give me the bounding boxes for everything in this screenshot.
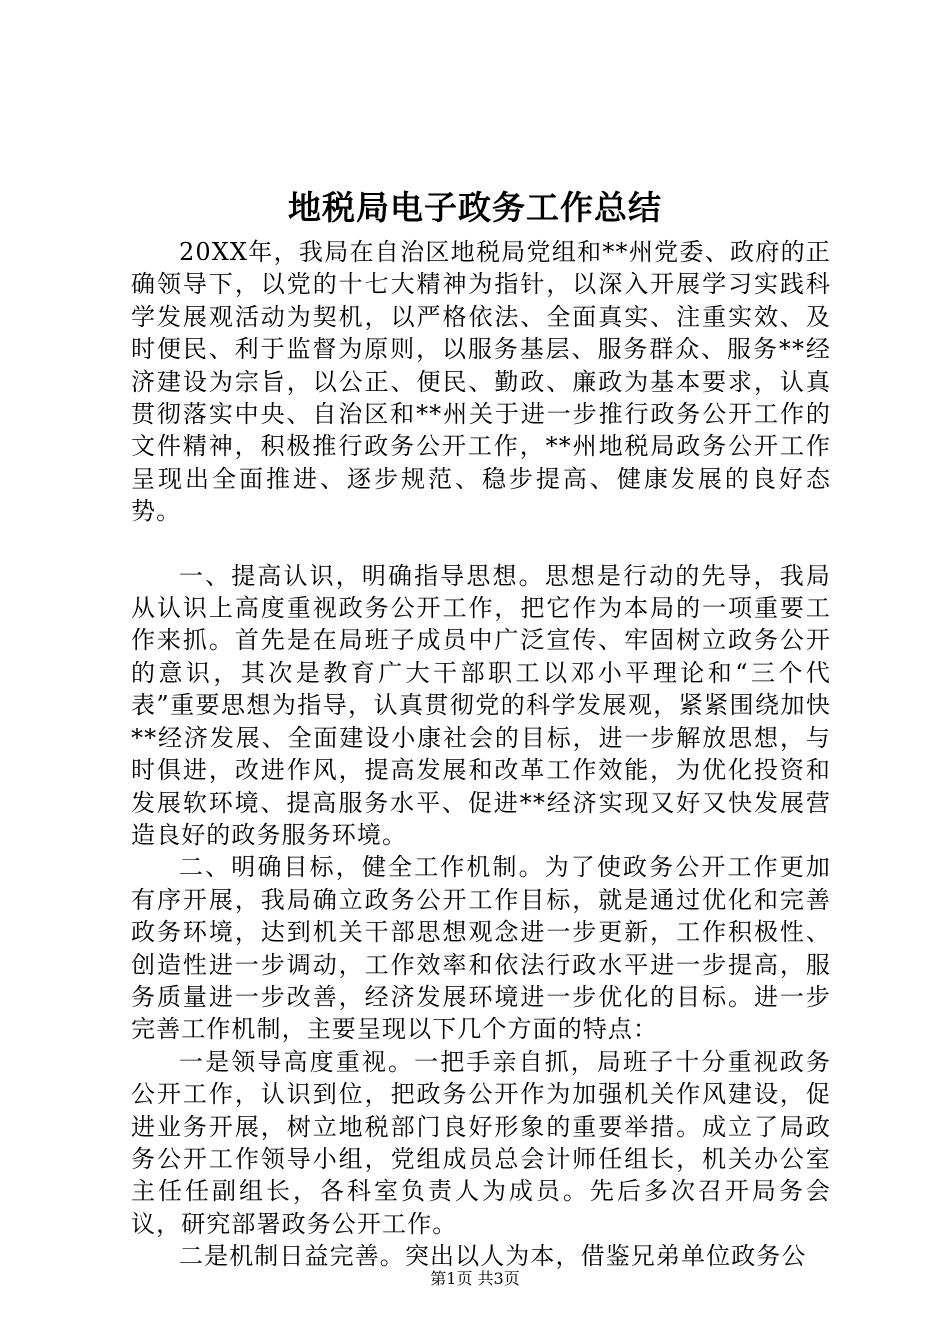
paragraph-section-one: 一、提高认识，明确指导思想。思想是行动的先导，我局从认识上高度重视政务公开工作，把它作为本局的一项重要工作来抓。首先是在局班子成员中广泛宣传、牢固树立政务公开的意识，其次是教育广大干部职工以邓小平理论和“三个代表”重要思想为指导，认真贯彻党的科学发展观，紧紧围绕加快**经济发展、全面建设小康社会的目标，进一步解放思想，与时俱进，改进作风，提高发展和改革工作效能，为优化投资和发展软环境、提高服务水平、促进**经济实现又好又快发展营造良好的政务服务环境。 — [131, 561, 831, 849]
document-body — [131, 236, 831, 1273]
paragraph-point-two: 二是机制日益完善。突出以人为本，借鉴兄弟单位政务公 — [179, 1242, 807, 1271]
document-title: 地税局电子政务工作总结 — [288, 188, 662, 227]
page-number-footer: 第1页 共3页 — [430, 1269, 520, 1288]
paragraph-section-two: 二、明确目标，健全工作机制。为了使政务公开工作更加有序开展，我局确立政务公开工作目标，就是通过优化和完善政务环境，达到机关干部思想观念进一步更新，工作积极性、创造性进一步调动，工作效率和依法行政水平进一步提高，服务质量进一步改善，经济发展环境进一步优化的目标。进一步完善工作机制，主要呈现以下几个方面的特点： — [131, 853, 831, 1044]
paragraph-intro: 20XX年，我局在自治区地税局党组和**州党委、政府的正确领导下，以党的十七大精神为指针，以深入开展学习实践科学发展观活动为契机，以严格依法、全面真实、注重实效、及时便民、利于监督为原则，以服务基层、服务群众、服务**经济建设为宗旨，以公正、便民、勤政、廉政为基本要求，认真贯彻落实中央、自治区和**州关于进一步推行政务公开工作的文件精神，积极推行政务公开工作，**州地税局政务公开工作呈现出全面推进、逐步规范、稳步提高、健康发展的良好态势。 — [131, 238, 831, 526]
paragraph-point-one: 一是领导高度重视。一把手亲自抓，局班子十分重视政务公开工作，认识到位，把政务公开作为加强机关作风建设，促进业务开展，树立地税部门良好形象的重要举措。成立了局政务公开工作领导小组，党组成员总会计师任组长，机关办公室主任任副组长，各科室负责人为成员。先后多次召开局务会议，研究部署政务公开工作。 — [131, 1047, 831, 1238]
